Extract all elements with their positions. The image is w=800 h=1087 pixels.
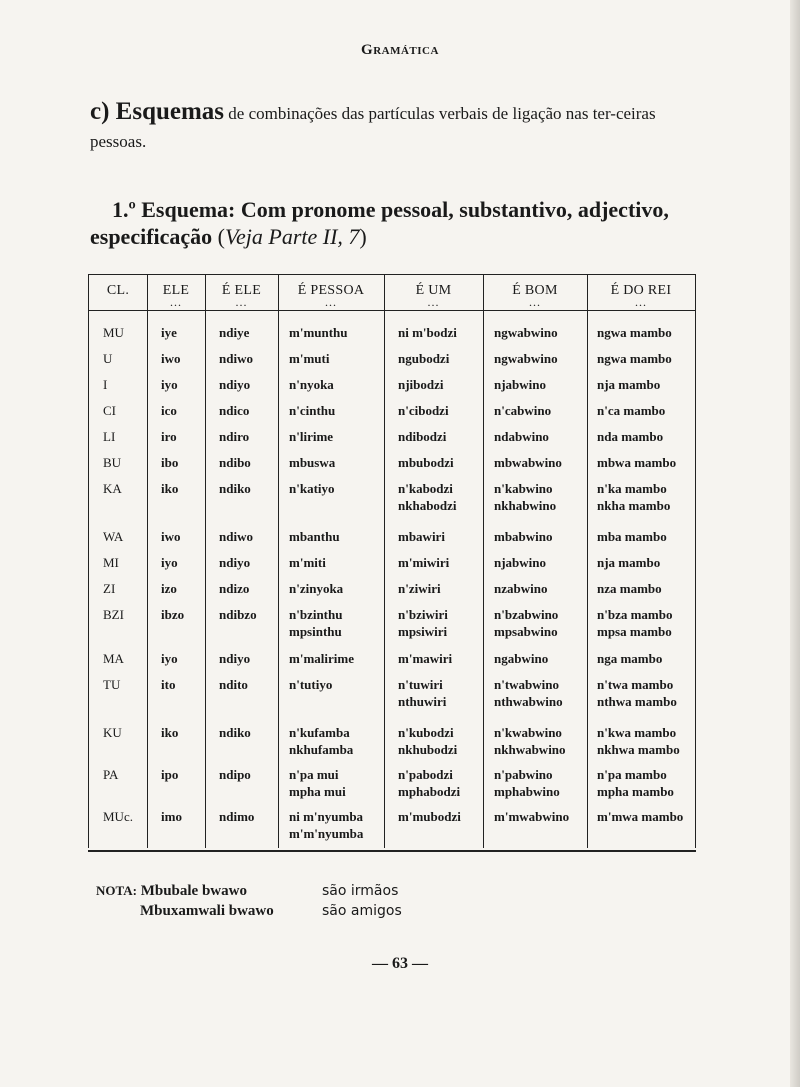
table-cell: ndiwo (219, 529, 253, 544)
table-cell: n'kufamba nkhufamba (289, 725, 354, 757)
ref-italic: Veja Parte II, 7 (225, 224, 360, 249)
table-cell: nza mambo (597, 581, 662, 596)
table-cell: n'nyoka (289, 377, 334, 392)
column-header-dots: ... (635, 295, 647, 309)
section-c-text: de combinações das partículas verbais de ligação nas ter-ceiras pessoas. (90, 104, 656, 151)
table-cell: n'twabwino nthwabwino (494, 677, 563, 709)
table-cell: ndiro (219, 429, 250, 444)
table-cell: iwo (161, 351, 181, 366)
table-cell: n'lirime (289, 429, 334, 444)
table-cell: mbwabwino (494, 455, 562, 470)
table-cell: n'ca mambo (597, 403, 666, 418)
table-cell: n'bziwiri mpsiwiri (398, 607, 448, 639)
table-cell: n'kwabwino nkhwabwino (494, 725, 566, 757)
table-cell: ni m'bodzi (398, 325, 457, 340)
scheme-title: 1.º Esquema: Com pronome pessoal, substantivo, adjectivo, especificação (90, 197, 669, 249)
table-cell: n'pa mambo mpha mambo (597, 767, 674, 799)
table-cell: n'kubodzi nkhubodzi (398, 725, 458, 757)
class-cell: BZI (103, 607, 124, 622)
column-header: É PESSOA (297, 283, 365, 298)
column-header-dots: ... (235, 295, 248, 309)
table-cell: m'mwa mambo (597, 809, 684, 824)
table-cell: m'muti (289, 351, 330, 366)
table-cell: nda mambo (597, 429, 664, 444)
table-cell: ipo (161, 767, 179, 782)
scheme-reference (218, 224, 367, 249)
table-cell: ndito (219, 677, 248, 692)
nota-phrase-1: Mbubale bwawo (140, 883, 247, 899)
table-cell: m'malirime (289, 651, 354, 666)
table-cell: ndiyo (219, 651, 251, 666)
table-cell: ngubodzi (398, 351, 450, 366)
table-cell: ndabwino (494, 429, 549, 444)
nota-line-2 (96, 901, 496, 921)
ref-open: ( (217, 224, 225, 249)
table-cell: ngwabwino (494, 351, 558, 366)
table-cell: n'kabodzi nkhabodzi (398, 481, 457, 513)
nota-line-1 (96, 881, 496, 901)
table-cell: n'ziwiri (398, 581, 441, 596)
column-header: CL. (106, 283, 130, 298)
table-cell: iwo (161, 529, 181, 544)
table-cell: n'zinyoka (289, 581, 344, 596)
table-cell: iyo (161, 377, 178, 392)
table-cell: iro (161, 429, 177, 444)
class-cell: MUc. (103, 809, 133, 824)
column-divider (147, 274, 148, 848)
table-cell: ngwa mambo (597, 325, 672, 340)
table-cell: njibodzi (398, 377, 444, 392)
table-cell: n'tutiyo (289, 677, 333, 692)
class-cell: KA (103, 481, 122, 496)
table-cell: mba mambo (597, 529, 667, 544)
table-cell: mbabwino (494, 529, 553, 544)
table-cell: ndiye (219, 325, 250, 340)
table-cell: n'kabwino nkhabwino (494, 481, 557, 513)
table-cell: ngabwino (494, 651, 549, 666)
class-cell: MI (103, 555, 119, 570)
table-cell: n'bza mambo mpsa mambo (597, 607, 673, 639)
table-cell: nja mambo (597, 555, 661, 570)
table-cell: ndizo (219, 581, 250, 596)
nota-translation-1: são irmãos (322, 883, 399, 899)
table-cell: n'kwa mambo nkhwa mambo (597, 725, 680, 757)
table-cell: iko (161, 481, 179, 496)
table-cell: ndiwo (219, 351, 253, 366)
column-divider (587, 274, 588, 848)
class-cell: TU (103, 677, 121, 692)
table-cell: nzabwino (494, 581, 548, 596)
column-header: É UM (415, 283, 452, 298)
table-cell: izo (161, 581, 177, 596)
column-header: É DO REI (610, 283, 672, 298)
table-cell: n'cibodzi (398, 403, 449, 418)
table-cell: njabwino (494, 377, 547, 392)
running-header: Gramática (361, 42, 439, 58)
table-cell: n'pa mui mpha mui (289, 767, 346, 799)
table-cell: ndiyo (219, 555, 251, 570)
table-cell: nga mambo (597, 651, 663, 666)
table-cell: mbanthu (289, 529, 340, 544)
class-cell: I (103, 377, 108, 392)
table-cell: n'tuwiri nthuwiri (398, 677, 447, 709)
column-header-dots: ... (427, 295, 440, 309)
table-cell: ni m'nyumba m'm'nyumba (289, 809, 364, 841)
table-cell: njabwino (494, 555, 547, 570)
table-cell: n'bzabwino mpsabwino (494, 607, 559, 639)
nota-block (96, 881, 496, 921)
table-cell: ndimo (219, 809, 255, 824)
page-number: — 63 — (372, 955, 428, 972)
table-cell: ndibo (219, 455, 251, 470)
class-cell: WA (103, 529, 124, 544)
class-cell: BU (103, 455, 122, 470)
table-cell: iyo (161, 555, 178, 570)
table-cell: ndipo (219, 767, 251, 782)
table-cell: nja mambo (597, 377, 661, 392)
class-cell: LI (103, 429, 116, 444)
table-cell: ngwa mambo (597, 351, 672, 366)
nota-phrase-2: Mbuxamwali bwawo (140, 903, 274, 919)
table-cell: m'mubodzi (398, 809, 461, 824)
table-cell: ndiko (219, 481, 251, 496)
table-cell: mbubodzi (398, 455, 454, 470)
table-cell: ndibodzi (398, 429, 447, 444)
table-bottom-rule (88, 850, 696, 852)
column-divider (278, 274, 279, 848)
class-cell: KU (103, 725, 122, 740)
table-cell: ngwabwino (494, 325, 558, 340)
class-cell: MU (103, 325, 124, 340)
section-c-paragraph (90, 98, 690, 156)
column-header-dots: ... (170, 295, 182, 309)
table-top-rule (88, 274, 696, 275)
table-cell: ico (161, 403, 177, 418)
column-header: É ELE (221, 283, 262, 298)
column-divider (384, 274, 385, 848)
scheme-heading (90, 196, 710, 250)
table-cell: m'miwiri (398, 555, 450, 570)
ref-close: ) (359, 224, 367, 249)
column-header-dots: ... (325, 295, 337, 309)
table-cell: ibo (161, 455, 179, 470)
class-cell: PA (103, 767, 119, 782)
table-cell: n'ka mambo nkha mambo (597, 481, 671, 513)
table-cell: m'mwabwino (494, 809, 570, 824)
column-header: É BOM (512, 283, 558, 298)
table-cell: mbawiri (398, 529, 445, 544)
class-cell: ZI (103, 581, 116, 596)
table-cell: n'cinthu (289, 403, 336, 418)
column-divider (483, 274, 484, 848)
class-cell: MA (103, 651, 124, 666)
table-cell: ito (161, 677, 176, 692)
table-cell: iko (161, 725, 179, 740)
table-cell: m'mawiri (398, 651, 453, 666)
table-cell: n'twa mambo nthwa mambo (597, 677, 677, 709)
page-edge (790, 0, 800, 1087)
column-header: ELE (162, 283, 190, 298)
table-cell: imo (161, 809, 182, 824)
table-cell: iyo (161, 651, 178, 666)
table-cell: m'miti (289, 555, 326, 570)
class-cell: CI (103, 403, 116, 418)
table-cell: n'pabodzi mphabodzi (398, 767, 461, 799)
nota-label: NOTA: (96, 883, 137, 898)
table-cell: n'pabwino mphabwino (494, 767, 560, 799)
table-cell: m'munthu (289, 325, 348, 340)
table-cell: iye (161, 325, 177, 340)
class-cell: U (103, 351, 113, 366)
table-cell: ndiyo (219, 377, 251, 392)
table-header-rule (89, 310, 695, 311)
column-header-dots: ... (529, 295, 541, 309)
table-cell: ibzo (161, 607, 185, 622)
particles-table (88, 274, 696, 848)
table-cell: ndico (219, 403, 250, 418)
table-cell: n'katiyo (289, 481, 335, 496)
section-c-lead: c) Esquemas (90, 98, 225, 125)
table-cell: ndiko (219, 725, 251, 740)
table-cell: mbuswa (289, 455, 336, 470)
table-cell: n'cabwino (494, 403, 552, 418)
table-cell: ndibzo (219, 607, 257, 622)
table-cell: mbwa mambo (597, 455, 677, 470)
table-cell: n'bzinthu mpsinthu (289, 607, 343, 639)
column-divider (205, 274, 206, 848)
nota-translation-2: são amigos (322, 903, 402, 919)
